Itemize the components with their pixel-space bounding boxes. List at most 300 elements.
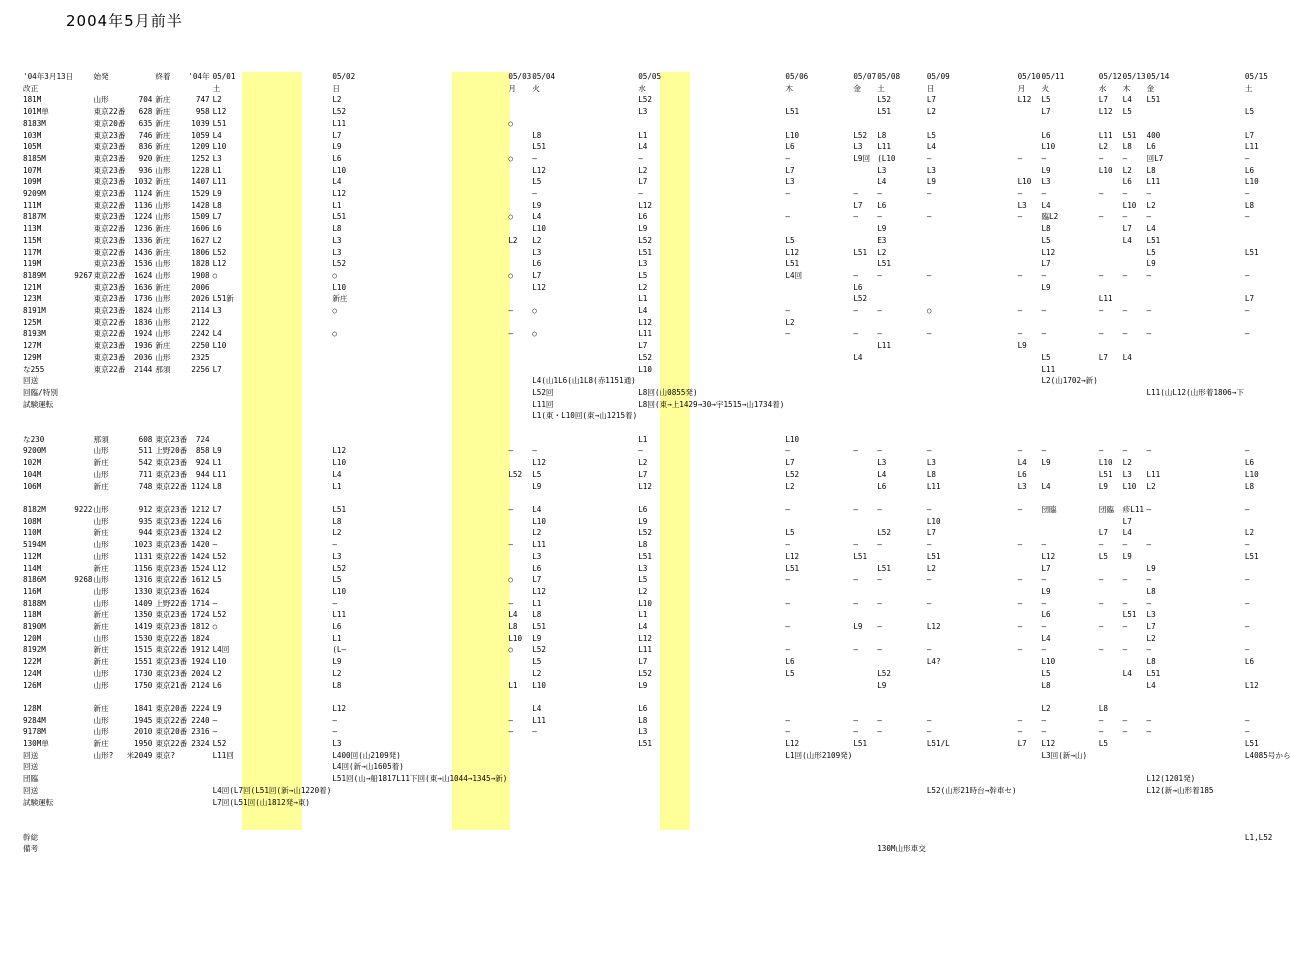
- train-row-cell: 山形: [93, 633, 109, 643]
- train-row-cell: L8: [532, 610, 542, 620]
- train-row-cell: [212, 282, 332, 294]
- note-row-cell: [187, 399, 211, 411]
- train-row: [22, 258, 1291, 270]
- train-row-cell: [926, 235, 1017, 247]
- train-row-cell: L3: [332, 739, 342, 749]
- train-row-cell: L51: [1122, 130, 1137, 140]
- train-row-cell: 8190M: [23, 622, 46, 632]
- train-row-cell: —: [785, 329, 790, 339]
- train-row-cell: [852, 680, 876, 692]
- train-row-cell: L3: [926, 458, 937, 468]
- train-row-cell: [852, 656, 876, 668]
- train-row-cell: [212, 691, 332, 703]
- note-row-cell: [531, 785, 637, 797]
- train-row-cell: L5: [785, 668, 795, 678]
- train-row-cell: [1040, 293, 1097, 305]
- train-row-cell: —: [877, 622, 882, 632]
- train-row-cell: L6: [1017, 469, 1027, 479]
- train-row-cell: L12: [638, 633, 652, 643]
- header-cell: 火: [532, 83, 540, 93]
- train-row-cell: L7: [1098, 528, 1108, 538]
- train-row-cell: —: [212, 540, 218, 550]
- train-row-cell: 125M: [23, 317, 42, 327]
- train-row-cell: [1122, 118, 1146, 130]
- train-row-cell: [73, 282, 92, 294]
- train-row-cell: [1244, 586, 1291, 598]
- train-row-cell: L9: [1146, 259, 1156, 269]
- train-row-cell: [212, 633, 332, 645]
- train-row-cell: L52: [638, 668, 652, 678]
- train-row-cell: [1122, 317, 1146, 329]
- train-row-cell: —: [1041, 153, 1047, 163]
- note-row-cell: [154, 375, 187, 387]
- train-row-cell: 2124: [191, 680, 210, 690]
- train-row-cell: 8192M: [23, 645, 46, 655]
- train-row-cell: L2: [508, 235, 518, 245]
- train-row-cell: [1017, 165, 1041, 177]
- train-row-cell: ○: [212, 622, 218, 632]
- train-row-cell: L10: [532, 224, 546, 234]
- train-row-cell: L9: [332, 142, 342, 152]
- note-row-cell: [852, 797, 876, 809]
- train-row-cell: —: [1098, 622, 1104, 632]
- train-row-cell: L4: [1146, 224, 1156, 234]
- train-row-cell: L1: [638, 130, 648, 140]
- train-row-cell: [73, 680, 92, 692]
- train-row-cell: —: [877, 270, 882, 280]
- note-row-cell: [852, 375, 876, 387]
- train-row-cell: L3: [1146, 610, 1156, 620]
- train-row-cell: [1017, 668, 1041, 680]
- note-row-cell: [926, 761, 1017, 773]
- train-row-cell: L2: [1146, 481, 1156, 491]
- train-row-cell: [1098, 563, 1122, 575]
- train-row-cell: 新庄: [93, 645, 109, 655]
- train-row-cell: [1244, 352, 1291, 364]
- train-row-cell: 東京23番: [93, 352, 126, 362]
- train-row-cell: L5: [1244, 107, 1255, 117]
- train-row-cell: 新庄: [93, 528, 109, 538]
- train-row-cell: L8: [1041, 680, 1051, 690]
- train-row-cell: 新庄: [155, 189, 171, 199]
- train-row-cell: [1040, 516, 1097, 528]
- note-row-cell: [637, 773, 784, 785]
- train-row-cell: 123M: [23, 294, 42, 304]
- train-row-cell: 東京22番: [93, 107, 126, 117]
- train-row-cell: 122M: [23, 657, 42, 667]
- train-row-cell: 東京20番: [155, 727, 188, 737]
- train-row-cell: L4回: [785, 270, 803, 280]
- note-row-cell: [784, 387, 852, 399]
- train-row-cell: ○: [332, 306, 337, 316]
- train-row-cell: L12: [532, 165, 546, 175]
- train-row-cell: —: [532, 189, 537, 199]
- train-row-cell: L10: [212, 657, 227, 667]
- note-row-cell: L52回: [532, 387, 554, 397]
- train-row-cell: L12: [638, 200, 652, 210]
- train-row-cell: [1017, 527, 1041, 539]
- train-row-cell: 山形: [93, 727, 109, 737]
- train-row-cell: [926, 586, 1017, 598]
- note-row-cell: [93, 387, 126, 399]
- train-row-cell: L7: [1244, 294, 1255, 304]
- train-row-cell: [1098, 680, 1122, 692]
- train-row-cell: [1040, 118, 1097, 130]
- note-row-cell: [507, 387, 531, 399]
- train-row-cell: [1122, 633, 1146, 645]
- train-row: [22, 586, 1291, 598]
- train-row-cell: —: [1146, 189, 1152, 199]
- train-row-cell: L7: [1098, 95, 1108, 105]
- note-row-cell: [187, 785, 211, 797]
- train-row-cell: ○: [508, 645, 513, 655]
- train-row-cell: L10: [532, 680, 546, 690]
- train-row-cell: L5: [785, 235, 795, 245]
- train-row: [22, 574, 1291, 586]
- train-row: [22, 165, 1291, 177]
- header-cell: 05/01: [212, 72, 236, 81]
- train-row-cell: —: [638, 153, 643, 163]
- train-row-cell: [926, 118, 1017, 130]
- train-row-cell: —: [1146, 540, 1152, 550]
- train-row-cell: [926, 364, 1017, 376]
- note-row-cell: [73, 375, 92, 387]
- train-row-cell: L5: [212, 575, 222, 585]
- train-row-cell: L8: [1146, 165, 1156, 175]
- train-row-cell: L51: [853, 739, 868, 749]
- train-row-cell: [1017, 586, 1041, 598]
- note-row-cell: L11(山L12(山形着1806→下: [1146, 387, 1244, 397]
- train-row-cell: —: [1041, 189, 1047, 199]
- train-row-cell: L11: [877, 341, 891, 351]
- train-row-cell: 1724: [191, 610, 210, 620]
- train-row-cell: 1419: [134, 622, 153, 632]
- train-row-cell: L5: [638, 270, 648, 280]
- train-row-cell: L2: [212, 668, 222, 678]
- note-row-cell: [637, 761, 784, 773]
- train-row-cell: —: [853, 329, 858, 339]
- train-row-cell: 107M: [23, 165, 42, 175]
- train-row-cell: 1424: [191, 551, 210, 561]
- train-row-cell: 106M: [23, 481, 42, 491]
- train-row-cell: 東京22番: [155, 481, 188, 491]
- train-row-cell: [784, 691, 852, 703]
- train-row-cell: L5: [332, 575, 342, 585]
- train-row-cell: —: [1098, 270, 1104, 280]
- note-row-cell: [1122, 387, 1146, 399]
- train-row-cell: —: [1122, 715, 1128, 725]
- train-row-cell: L2: [332, 528, 342, 538]
- train-row-cell: 8191M: [23, 306, 46, 316]
- note-row-cell: [125, 399, 154, 411]
- train-row-cell: —: [1098, 727, 1104, 737]
- train-row-cell: —: [1244, 212, 1250, 222]
- train-row-cell: L52: [332, 259, 347, 269]
- train-row-cell: L6: [1041, 610, 1051, 620]
- train-row-cell: [926, 434, 1017, 446]
- train-row-cell: L3: [785, 177, 795, 187]
- train-row-cell: L5: [532, 469, 542, 479]
- train-row-cell: L7: [212, 212, 222, 222]
- train-row-cell: 東京23番: [155, 586, 188, 596]
- note-row-cell: [876, 410, 926, 422]
- train-row-cell: L4: [1041, 481, 1051, 491]
- train-row-cell: [926, 317, 1017, 329]
- train-row-cell: [1040, 434, 1097, 446]
- train-row-cell: —: [926, 153, 932, 163]
- train-row-cell: 1515: [134, 645, 153, 655]
- train-row-cell: L4: [1041, 200, 1051, 210]
- train-row-cell: —: [508, 540, 513, 550]
- train-row-cell: [1122, 434, 1146, 446]
- header-cell: 05/07: [853, 72, 877, 81]
- train-row-cell: L52: [638, 352, 652, 362]
- train-row-cell: L9: [212, 446, 222, 456]
- train-row-cell: —: [1122, 727, 1128, 737]
- train-row-cell: [852, 457, 876, 469]
- train-row-cell: L9: [1122, 551, 1132, 561]
- train-row-cell: 1736: [134, 294, 153, 304]
- train-row-cell: 1212: [191, 504, 210, 514]
- train-row-cell: [852, 668, 876, 680]
- train-row-cell: L12: [638, 317, 652, 327]
- train-row-cell: 東京23番: [155, 516, 188, 526]
- train-row-cell: 1551: [134, 657, 153, 667]
- train-row-cell: [784, 703, 852, 715]
- train-row-cell: [73, 586, 92, 598]
- train-row-cell: [531, 340, 637, 352]
- train-row-cell: L4: [853, 352, 863, 362]
- note-row-cell: [125, 761, 154, 773]
- train-row-cell: [1098, 492, 1122, 504]
- train-row-cell: L3: [1122, 469, 1132, 479]
- note-row-cell: [852, 750, 876, 762]
- train-row-cell: 1131: [134, 551, 153, 561]
- note-row-cell: [876, 773, 926, 785]
- header-cell: 05/10: [1017, 72, 1041, 81]
- train-row-cell: —: [785, 715, 790, 725]
- train-row-cell: [531, 352, 637, 364]
- train-row-cell: [1017, 141, 1041, 153]
- note-row-cell: [1040, 785, 1097, 797]
- train-row-cell: [507, 247, 531, 259]
- train-row: [22, 703, 1291, 715]
- train-row-cell: L10: [1244, 177, 1259, 187]
- train-row-cell: 2036: [134, 352, 153, 362]
- train-row-cell: [507, 188, 531, 200]
- note-row-cell: [1098, 375, 1122, 387]
- note-row: [22, 773, 1291, 785]
- train-row-cell: —: [1146, 727, 1152, 737]
- note-row-cell: [73, 387, 92, 399]
- note-row-cell: 回送: [23, 376, 39, 386]
- note-row-cell: [187, 773, 211, 785]
- train-row-cell: —: [212, 727, 218, 737]
- train-row-cell: [852, 609, 876, 621]
- train-row-cell: L2: [532, 235, 542, 245]
- train-row-cell: [531, 492, 637, 504]
- train-row-cell: —: [1017, 622, 1023, 632]
- train-row-cell: L2: [877, 247, 887, 257]
- train-row-cell: L51: [853, 551, 868, 561]
- note-row-cell: [1146, 375, 1244, 387]
- train-row-cell: L51: [877, 107, 891, 117]
- train-row-cell: [73, 165, 92, 177]
- train-row-cell: L6: [532, 563, 542, 573]
- train-row-cell: —: [785, 727, 790, 737]
- train-row-cell: [784, 94, 852, 106]
- train-row-cell: L51: [1146, 95, 1161, 105]
- train-row-cell: L8: [332, 224, 342, 234]
- train-row-cell: 新庄: [93, 563, 109, 573]
- note-row-cell: [876, 797, 926, 809]
- train-row-cell: L8: [1122, 142, 1132, 152]
- train-row-cell: L7: [926, 528, 937, 538]
- train-row: [22, 738, 1291, 750]
- note-row-cell: [507, 761, 531, 773]
- train-row-cell: L3: [212, 306, 222, 316]
- note-row-cell: [507, 410, 531, 422]
- train-row-cell: 新庄: [93, 481, 109, 491]
- train-row-cell: L51: [877, 563, 891, 573]
- train-row-cell: L8: [508, 622, 518, 632]
- train-row-cell: [1017, 352, 1041, 364]
- train-row-cell: [1017, 106, 1041, 118]
- train-row-cell: L51: [1122, 610, 1137, 620]
- train-row-cell: —: [1041, 329, 1047, 339]
- train-row-cell: [1146, 492, 1244, 504]
- train-row-cell: [926, 293, 1017, 305]
- train-row-cell: L12: [1098, 107, 1113, 117]
- train-row-cell: —: [1041, 446, 1047, 456]
- train-row-cell: L1: [638, 610, 648, 620]
- train-row-cell: [507, 223, 531, 235]
- train-row-cell: [784, 118, 852, 130]
- train-row-cell: —: [1017, 504, 1023, 514]
- train-row-cell: L7: [926, 95, 937, 105]
- train-row-cell: L52: [638, 95, 652, 105]
- header-cell: [125, 83, 154, 95]
- train-row-cell: 山形: [93, 446, 109, 456]
- train-row-cell: L7: [785, 458, 795, 468]
- header-cell: 05/11: [1041, 72, 1065, 81]
- train-row-cell: [507, 586, 531, 598]
- train-row-cell: L10: [332, 458, 347, 468]
- train-row-cell: —: [332, 598, 337, 608]
- train-row-cell: 1529: [191, 189, 210, 199]
- train-row-cell: L51: [332, 212, 347, 222]
- train-row-cell: 836: [138, 142, 153, 152]
- train-row-cell: —: [926, 270, 932, 280]
- note-row-cell: [926, 387, 1017, 399]
- train-row-cell: L9: [212, 703, 222, 713]
- train-row-cell: [73, 293, 92, 305]
- header-cell: 05/04: [532, 72, 556, 81]
- note-row-cell: [1098, 387, 1122, 399]
- train-row-cell: L6: [853, 282, 863, 292]
- note-row-cell: [1017, 785, 1041, 797]
- note-row-cell: [125, 773, 154, 785]
- note-row-cell: [1098, 785, 1122, 797]
- train-row-cell: L2: [1098, 142, 1108, 152]
- train-row: [22, 656, 1291, 668]
- train-row-cell: —: [1244, 153, 1250, 163]
- note-row-cell: L52(山形21時台→幹車セ): [926, 785, 1017, 795]
- train-row-cell: 1536: [134, 259, 153, 269]
- note-row: [22, 750, 1291, 762]
- train-row-cell: L3: [212, 153, 222, 163]
- train-row-cell: L12: [532, 586, 546, 596]
- train-row-cell: L5: [926, 130, 937, 140]
- train-row-cell: L3: [853, 142, 863, 152]
- train-row-cell: L2: [1122, 165, 1132, 175]
- train-row-cell: 東京23番: [155, 622, 188, 632]
- train-row-cell: L10: [332, 282, 347, 292]
- train-row-cell: [876, 282, 926, 294]
- train-row-cell: [1122, 258, 1146, 270]
- train-row-cell: 1509: [191, 212, 210, 222]
- train-row-cell: 東京23番: [93, 282, 126, 292]
- train-row-cell: [507, 668, 531, 680]
- train-row-cell: [852, 176, 876, 188]
- note-row-cell: [1017, 797, 1041, 809]
- train-row-cell: L12: [1017, 95, 1032, 105]
- train-row-cell: L10: [926, 516, 941, 526]
- train-row-cell: 704: [138, 95, 153, 105]
- train-row-cell: —: [1017, 212, 1023, 222]
- train-row-cell: [507, 516, 531, 528]
- train-row-cell: 山形: [155, 200, 171, 210]
- train-row-cell: [876, 551, 926, 563]
- train-row-cell: 2006: [191, 282, 210, 292]
- train-row-cell: —: [853, 645, 858, 655]
- train-row-cell: [73, 539, 92, 551]
- train-row-cell: [331, 691, 507, 703]
- header-cell: 改正: [23, 83, 39, 93]
- train-row-cell: [73, 609, 92, 621]
- train-row-cell: 9200M: [23, 446, 46, 456]
- note-row-cell: [507, 785, 531, 797]
- train-row-cell: [73, 691, 92, 703]
- train-row-cell: 9267: [74, 270, 93, 280]
- header-cell: 土: [877, 83, 885, 93]
- train-row-cell: ○: [508, 212, 513, 222]
- train-row-cell: —: [532, 153, 537, 163]
- note-row-cell: [784, 410, 852, 422]
- note-row-cell: [1040, 410, 1097, 422]
- train-row-cell: —: [785, 622, 790, 632]
- train-row-cell: 1228: [191, 165, 210, 175]
- train-row-cell: [1098, 691, 1122, 703]
- train-row-cell: L3: [532, 551, 542, 561]
- train-row-cell: L12: [1244, 680, 1259, 690]
- train-row-cell: 東京22番: [93, 224, 126, 234]
- train-row-cell: 128M: [23, 703, 42, 713]
- train-row-cell: L3: [638, 259, 648, 269]
- train-row-cell: L12: [212, 107, 227, 117]
- train-row-cell: —: [1122, 189, 1128, 199]
- train-row-cell: L7: [332, 130, 342, 140]
- note-row-cell: L4回(新→山1605着): [332, 762, 404, 772]
- train-row: [22, 680, 1291, 692]
- train-row-cell: 山形: [155, 259, 171, 269]
- note-row-cell: [531, 773, 637, 785]
- train-row-cell: 118M: [23, 610, 42, 620]
- train-row-cell: [926, 258, 1017, 270]
- train-row-cell: —: [1098, 189, 1104, 199]
- train-row-cell: —: [1041, 575, 1047, 585]
- train-row-cell: 山形: [155, 270, 171, 280]
